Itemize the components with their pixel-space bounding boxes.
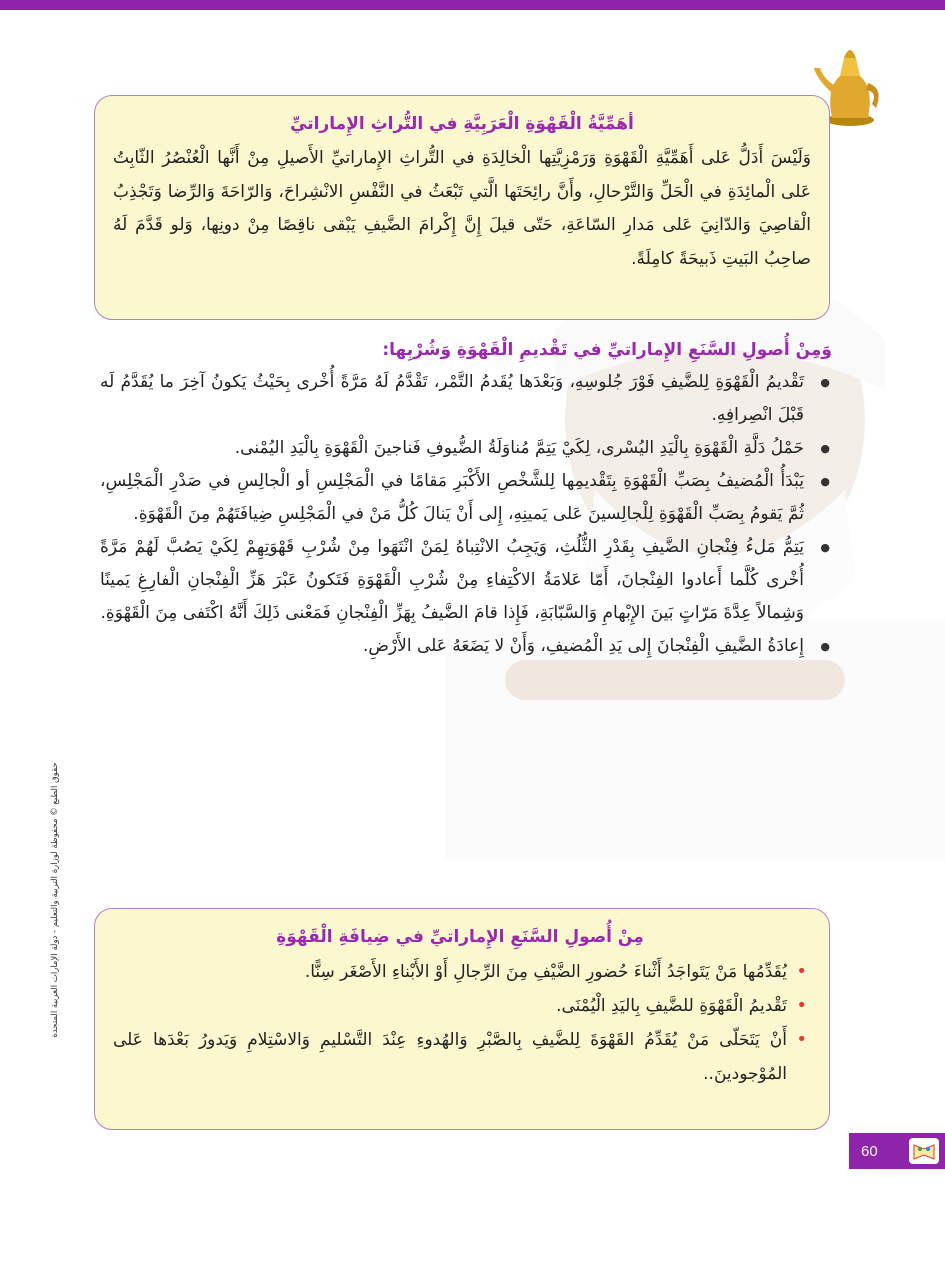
box2-title: مِنْ أُصولِ السَّنَعِ الإِماراتيِّ في ضِيافَةِ الْقَهْوَةِ [276, 927, 644, 947]
etiquette-list [100, 366, 832, 663]
kids-book-icon [909, 1138, 939, 1164]
box1-text: وَلَيْسَ أَدَلُّ عَلى أَهَمِّيَّةِ الْقَهْوَةِ وَرَمْزِيَّتِها الْخالِدَةِ في التُّراثِ الإِماراتيِّ الأَصيلِ مِنْ أَنَّها الْعُنْصُرُ الثّابِتُ عَلى الْمائِدَةِ في الْحَلِّ وَالتَّرْحالِ، وأَنَّ رائِحَتَها الَّتي تَبْعَثُ في النَّفْسِ الانْشِراحَ، وَالرّاحَةَ وَالرِّضا وَتَجْذِبُ الْقاصِيَ وَالدّانِيَ عَلى مَدارِ السّاعَةِ، حَتّى قيلَ إِنَّ إِكْرامَ الضَّيفِ يَبْقى ناقِصًا مِنْ دونِها، وَلو قَدَّمَ لَهُ صاحِبُ البَيتِ ذَبيحَةً كامِلَةً. [113, 148, 811, 269]
list-item: ● يَبْدَأُ الْمُضيفُ بِصَبِّ الْقَهْوَةِ بِتَقْديمِها لِلشَّخْصِ الأَكْبَرِ مَقامًا في الْمَجْلِسِ أو الْجالِسِ في صَدْرِ الْمَجْلِسِ، ثُمَّ يَقومُ بِصَبِّ الْقَهْوَةِ لِلْجالِسينَ عَلى يَمينِهِ، إِلى أَنْ يَنالَ كُلُّ مَنْ في الْمَجْلِسِ ضِيافَتَهُمْ مِنَ الْقَهْوَةِ. [100, 465, 832, 531]
list-item: • تَقْديمُ الْقَهْوَةِ للضَّيفِ بِاليَدِ الْيُمْنَى. [113, 989, 807, 1023]
list-item: • يُقَدِّمُها مَنْ يَتَواجَدُ أَثْناءَ حُضورِ الضَّيْفِ مِنَ الرِّجالِ أَوْ الأَبْناءِ الأَصْغَر سِنًّا. [113, 955, 807, 989]
top-bar [0, 0, 945, 10]
page-number-badge [849, 1133, 945, 1169]
list-item: ● إِعادَةُ الضَّيفِ الْفِنْجانَ إِلى يَدِ الْمُضيفِ، وَأَنْ لا يَضَعَهُ عَلى الأَرْضِ. [100, 630, 832, 663]
hospitality-box [94, 908, 830, 1130]
copyright-note: حقوق الطبع © محفوظة لوزارة التربية والتعليم - دولة الإمارات العربية المتحدة [50, 762, 60, 1038]
section-title: وَمِنْ أُصولِ السَّنَعِ الإِماراتيِّ في تَقْديمِ الْقَهْوَةِ وَشُرْبِها: [382, 340, 832, 360]
list-item: ● حَمْلُ دَلَّةِ الْقَهْوَةِ بِالْيَدِ اليُسْرى، لِكَيْ يَتِمَّ مُناوَلَةُ الضُّيوفِ فَناجينَ الْقَهْوَةِ بِالْيَدِ اليُمْنى. [100, 432, 832, 465]
hospitality-list [113, 955, 807, 1091]
list-item: • أَنْ يَتَحَلّى مَنْ يُقَدِّمُ القَهْوَةَ لِلضَّيفِ بِالصَّبْرِ وَالهُدوءِ عِنْدَ التَّسْليمِ وَالاسْتِلامِ وَيَدورُ بَعْدَها عَلى المُوْجودينَ.. [113, 1023, 807, 1091]
page-number: 60 [861, 1142, 878, 1160]
list-item: ● يَتِمُّ مَلءُ فِنْجانِ الضَّيفِ بِقَدْرِ الثُّلُثِ، وَيَجِبُ الانْتِباهُ لِمَنْ انْتَهَوا مِنْ شُرْبِ قَهْوَتِهِمْ لِكَيْ يَصُبَّ لَهُمْ مَرَّةً أُخْرى كُلَّما أَعادوا الفِنْجانَ، أَمّا عَلامَةُ الاكْتِفاءِ مِنْ شُرْبِ الْقَهْوَةِ فَتَكونُ عَبْرَ هَزِّ الْفِنْجانِ الْفارِغِ يَمينًا وَشِمالاً عِدَّةَ مَرّاتٍ بَينَ الإِبْهامِ وَالسَّبّابَةِ، فَإِذا قامَ الضَّيفُ بِهَزِّ الْفِنْجانِ فَمَعْنى ذَلِكَ أَنَّهُ اكْتَفى مِنَ الْقَهْوَةِ. [100, 531, 832, 630]
list-item: ● تَقْديمُ الْقَهْوَةِ لِلضَّيفِ فَوْرَ جُلوسِهِ، وَبَعْدَها يُقَدمُ التَّمْر، تَقْدَّمُ لَهُ مَرَّةً أُخْرى بِحَيْثُ يَكونُ آخِرَ ما يُقَدَّمُ لَه قَبْلَ انْصِرافِهِ. [100, 366, 832, 432]
etiquette-section [100, 340, 832, 663]
box1-title: أهَمِّيَّةُ الْقَهْوَةِ الْعَرَبِيَّةِ في التُّراثِ الإِماراتيِّ [290, 114, 634, 134]
coffee-importance-box [94, 95, 830, 320]
